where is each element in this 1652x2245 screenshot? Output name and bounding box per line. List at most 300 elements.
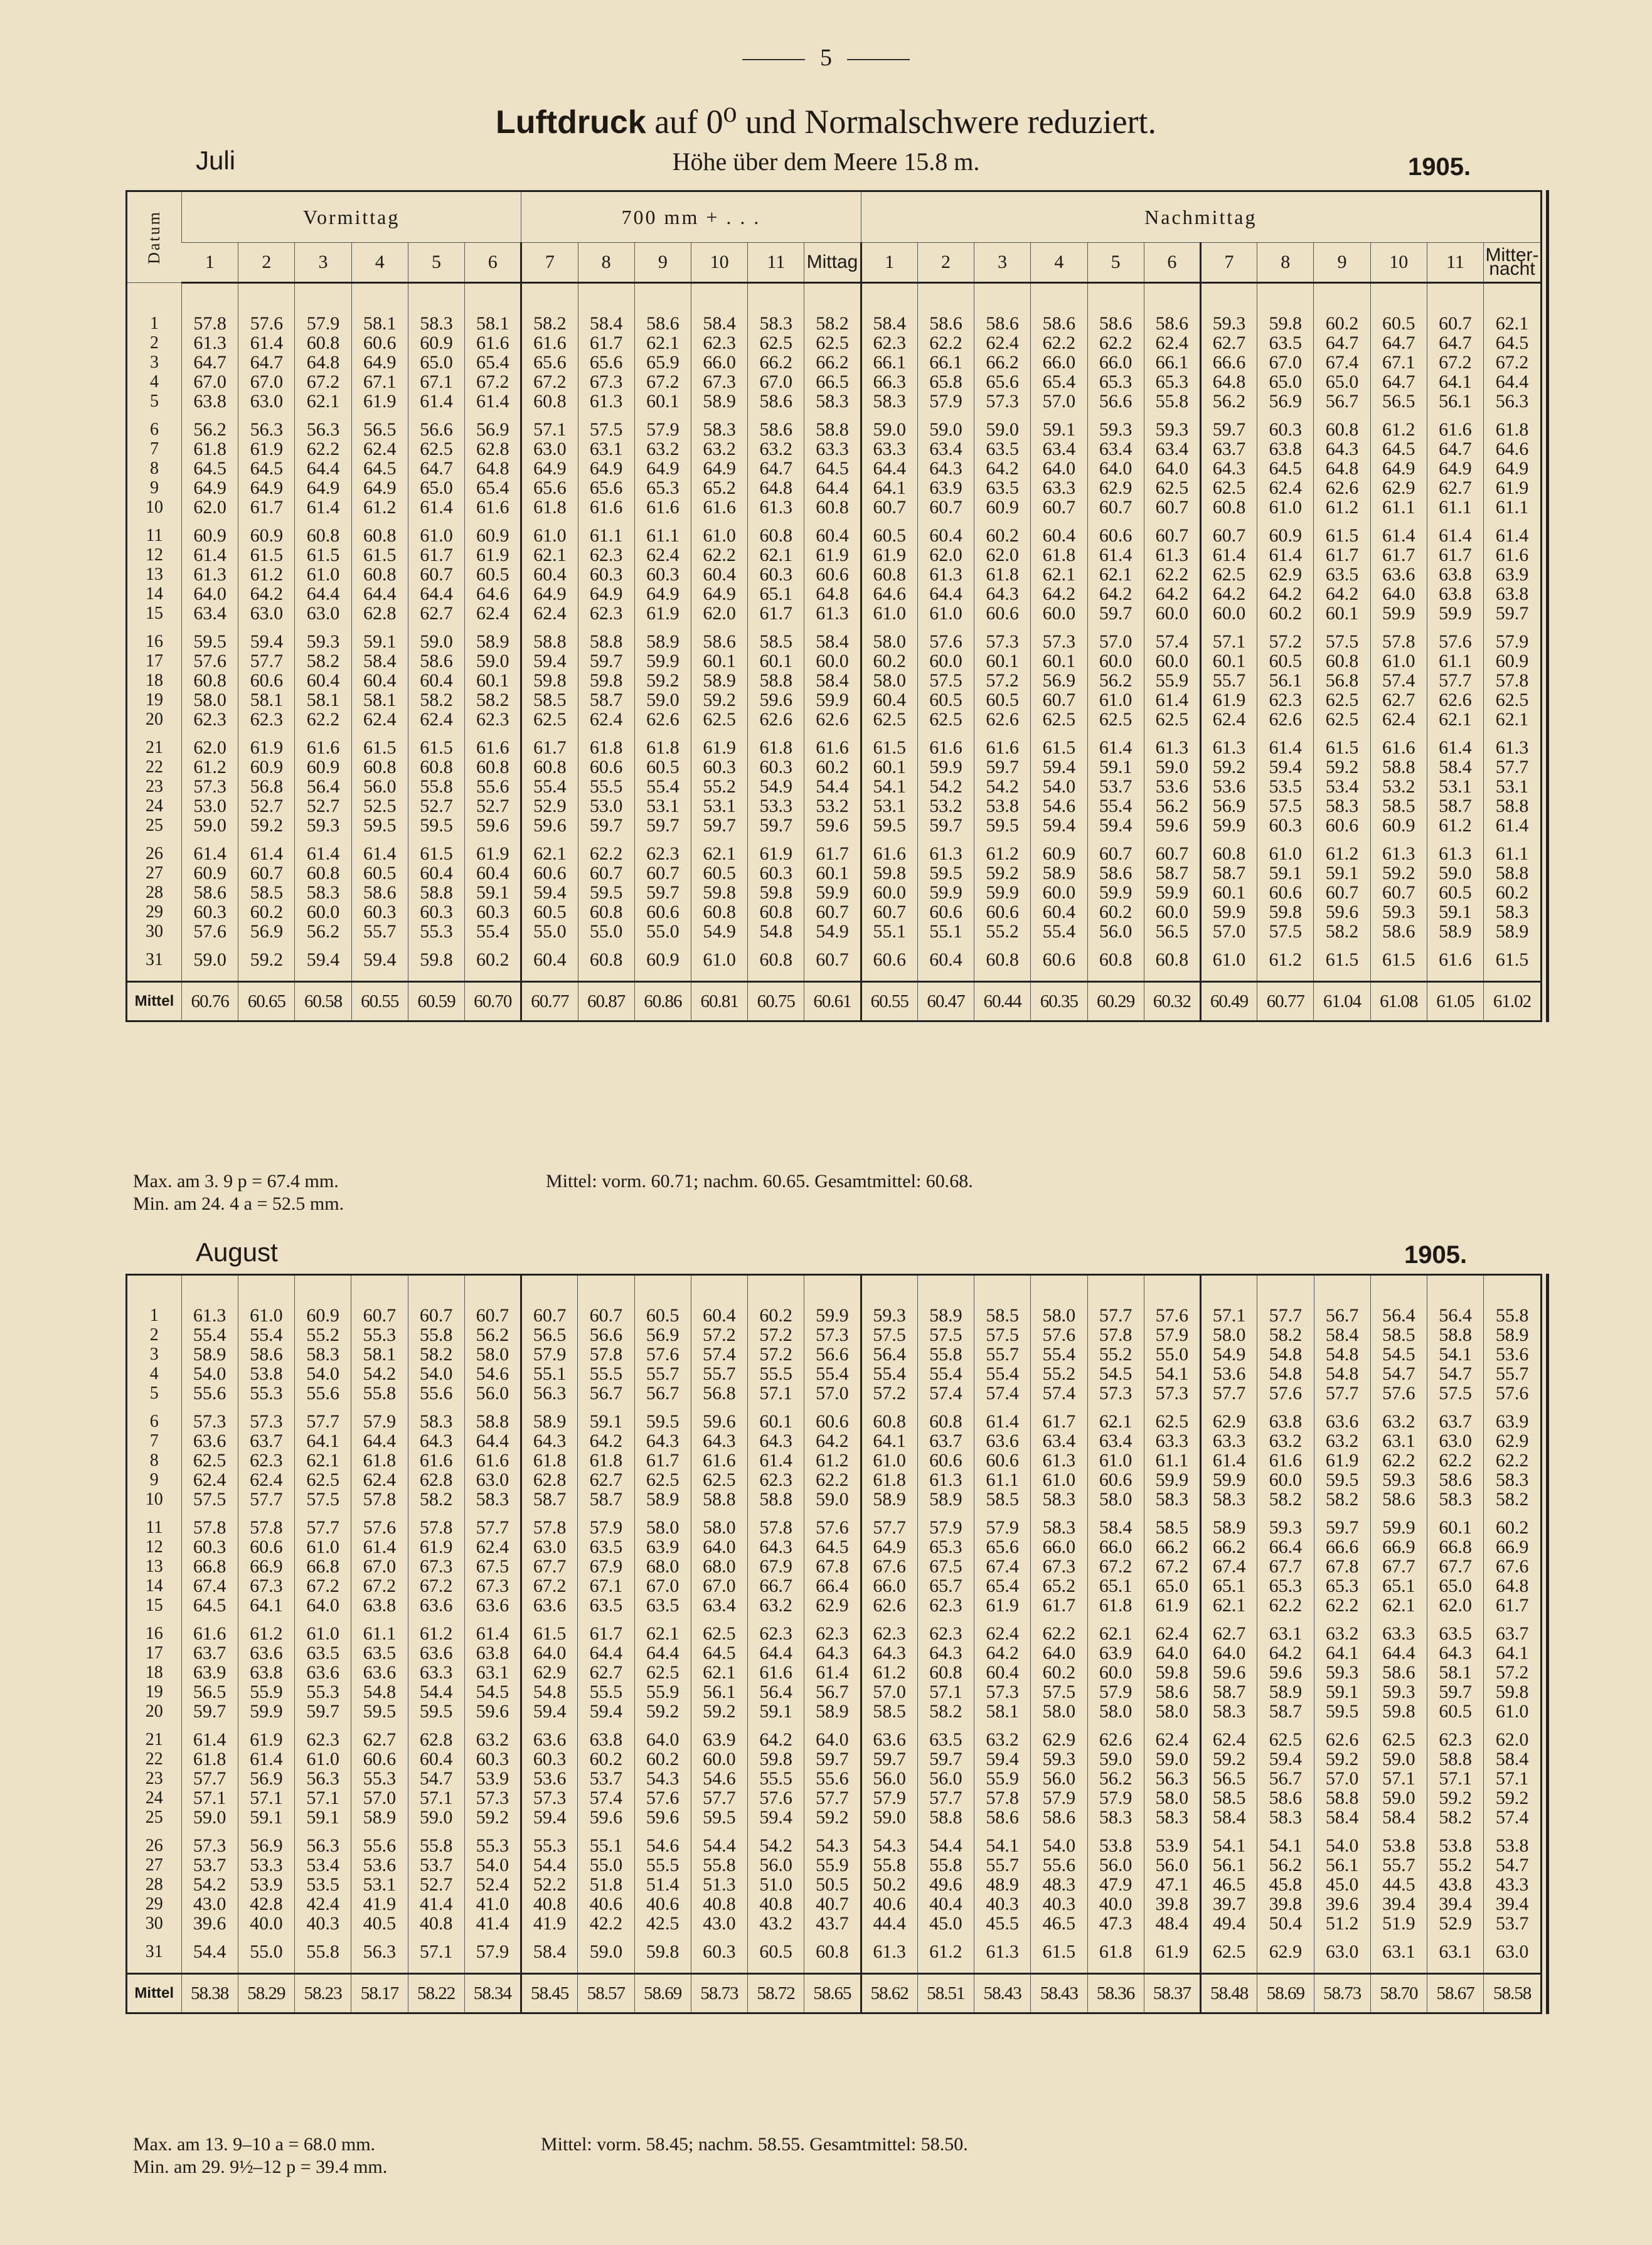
pressure-cell: 56.7 xyxy=(1257,1769,1314,1788)
pressure-cell: 62.9 xyxy=(1257,565,1314,584)
pressure-cell: 55.9 xyxy=(974,1769,1031,1788)
pressure-cell: 60.2 xyxy=(804,757,861,777)
pressure-cell: 61.8 xyxy=(1484,420,1540,439)
pressure-cell: 62.3 xyxy=(238,1451,294,1470)
pressure-cell: 55.8 xyxy=(408,1836,464,1855)
pressure-cell: 58.8 xyxy=(1427,1749,1484,1769)
pressure-cell: 56.8 xyxy=(238,777,295,796)
pressure-cell: 59.9 xyxy=(1087,883,1144,902)
pressure-cell: 57.6 xyxy=(238,314,295,333)
pressure-cell: 61.5 xyxy=(861,738,917,757)
pressure-cell: 65.0 xyxy=(1314,372,1370,392)
pressure-cell: 55.2 xyxy=(1427,1855,1484,1875)
pressure-cell: 58.3 xyxy=(1144,1808,1200,1827)
pressure-cell: 56.9 xyxy=(238,922,295,941)
pressure-cell: 63.8 xyxy=(182,392,238,411)
pressure-cell: 58.8 xyxy=(804,420,861,439)
pressure-cell: 57.8 xyxy=(1087,1325,1144,1345)
pressure-cell: 59.4 xyxy=(974,1749,1031,1769)
pressure-cell: 59.7 xyxy=(1200,420,1257,439)
pressure-cell: 64.4 xyxy=(578,1643,634,1663)
pressure-cell: 64.2 xyxy=(748,1730,804,1749)
pressure-cell: 59.2 xyxy=(634,1702,691,1721)
pressure-cell: 59.9 xyxy=(917,883,974,902)
pressure-cell: 55.2 xyxy=(974,922,1031,941)
pressure-cell: 63.5 xyxy=(578,1537,634,1557)
pressure-cell: 57.9 xyxy=(974,1518,1031,1537)
pressure-cell: 52.5 xyxy=(351,796,408,816)
pressure-cell: 55.5 xyxy=(748,1364,804,1384)
pressure-cell: 64.0 xyxy=(1144,1643,1200,1663)
pressure-cell: 64.0 xyxy=(1201,1643,1257,1663)
pressure-cell: 63.5 xyxy=(974,478,1031,498)
pressure-cell: 60.8 xyxy=(748,950,804,969)
pressure-cell: 47.3 xyxy=(1087,1914,1144,1933)
pressure-cell: 65.8 xyxy=(917,372,974,392)
pressure-cell: 57.6 xyxy=(182,651,238,671)
pressure-cell: 59.4 xyxy=(1031,757,1087,777)
pressure-cell: 59.2 xyxy=(804,1808,861,1827)
pressure-cell: 61.3 xyxy=(1144,545,1200,565)
pressure-cell: 54.1 xyxy=(1201,1836,1257,1855)
pressure-cell: 62.6 xyxy=(634,710,691,729)
pressure-cell: 60.5 xyxy=(1427,883,1483,902)
mittel-cell: 60.87 xyxy=(578,982,634,1021)
pressure-cell: 60.6 xyxy=(974,1451,1031,1470)
pressure-cell: 42.2 xyxy=(578,1914,634,1933)
pressure-cell: 65.4 xyxy=(1031,372,1087,392)
pressure-cell: 55.4 xyxy=(861,1364,917,1384)
pressure-cell: 63.5 xyxy=(917,1730,974,1749)
pressure-cell: 61.6 xyxy=(521,333,578,353)
pressure-cell: 64.3 xyxy=(408,1431,464,1451)
day-cell: 24 xyxy=(145,1788,163,1808)
day-cell: 28 xyxy=(146,883,163,902)
pressure-cell: 63.1 xyxy=(1370,1942,1427,1961)
pressure-cell: 58.8 xyxy=(1484,796,1540,816)
pressure-cell: 57.5 xyxy=(1031,1682,1087,1702)
pressure-cell: 60.5 xyxy=(521,902,578,922)
pressure-cell: 56.1 xyxy=(1201,1855,1257,1875)
pressure-cell: 62.4 xyxy=(1144,1624,1200,1643)
pressure-cell: 58.7 xyxy=(1144,863,1200,883)
pressure-cell: 62.4 xyxy=(1200,710,1257,729)
hour-header: 10 xyxy=(691,243,747,283)
pressure-cell: 55.0 xyxy=(578,1855,634,1875)
pressure-cell: 61.6 xyxy=(1370,738,1427,757)
day-cell: 20 xyxy=(145,1702,163,1721)
pressure-cell: 62.2 xyxy=(1031,333,1087,353)
pressure-cell: 63.1 xyxy=(578,439,634,459)
pressure-cell: 58.8 xyxy=(748,671,804,690)
pressure-cell: 60.0 xyxy=(295,902,351,922)
pressure-cell: 45.0 xyxy=(1314,1875,1370,1894)
pressure-cell: 64.2 xyxy=(1257,584,1314,604)
pressure-cell: 60.8 xyxy=(861,1412,917,1431)
pressure-cell: 58.4 xyxy=(521,1942,578,1961)
pressure-cell: 61.3 xyxy=(1484,738,1540,757)
mittel-cell: 58.73 xyxy=(691,1974,747,2013)
pressure-cell: 61.6 xyxy=(181,1624,238,1643)
pressure-cell: 63.0 xyxy=(1427,1431,1484,1451)
pressure-cell: 64.5 xyxy=(238,459,295,478)
pressure-cell: 62.5 xyxy=(1144,1412,1200,1431)
pressure-cell: 58.0 xyxy=(1201,1325,1257,1345)
pressure-cell: 59.7 xyxy=(917,1749,974,1769)
pressure-cell: 58.2 xyxy=(917,1702,974,1721)
pressure-cell: 60.3 xyxy=(691,1942,747,1961)
pressure-cell: 61.0 xyxy=(861,1451,917,1470)
pressure-cell: 62.0 xyxy=(182,498,238,517)
table-row xyxy=(127,1325,1540,1345)
table-row xyxy=(127,372,1540,392)
pressure-cell: 63.9 xyxy=(181,1663,238,1682)
pressure-cell: 63.0 xyxy=(238,392,295,411)
pressure-cell: 61.3 xyxy=(1427,844,1483,863)
pressure-cell: 62.5 xyxy=(1087,710,1144,729)
pressure-cell: 60.3 xyxy=(351,902,408,922)
pressure-cell: 62.5 xyxy=(1484,690,1540,710)
pressure-cell: 60.1 xyxy=(1200,883,1257,902)
pressure-cell: 60.8 xyxy=(578,950,634,969)
datum-header: Datum xyxy=(127,192,182,283)
pressure-cell: 64.9 xyxy=(521,584,578,604)
pressure-cell: 57.4 xyxy=(1031,1384,1087,1403)
pressure-cell: 60.0 xyxy=(1144,651,1200,671)
pressure-cell: 55.5 xyxy=(578,1682,634,1702)
pressure-cell: 60.6 xyxy=(1087,1470,1144,1490)
pressure-cell: 63.9 xyxy=(634,1537,691,1557)
pressure-cell: 62.9 xyxy=(521,1663,578,1682)
pressure-cell: 59.1 xyxy=(1087,757,1144,777)
pressure-cell: 40.8 xyxy=(408,1914,464,1933)
pressure-cell: 60.9 xyxy=(295,757,351,777)
pressure-cell: 57.6 xyxy=(1427,632,1483,651)
day-cell: 1 xyxy=(150,314,159,333)
pressure-cell: 52.9 xyxy=(521,796,578,816)
day-cell: 11 xyxy=(146,1518,163,1537)
august-extremes xyxy=(133,2133,387,2178)
pressure-cell: 61.7 xyxy=(1314,545,1370,565)
pressure-cell: 61.2 xyxy=(238,565,295,584)
pressure-cell: 59.2 xyxy=(464,1808,521,1827)
pressure-cell: 61.7 xyxy=(521,738,578,757)
pressure-cell: 57.5 xyxy=(1257,922,1314,941)
pressure-cell: 61.1 xyxy=(634,526,691,545)
pressure-cell: 59.0 xyxy=(578,1942,634,1961)
pressure-cell: 58.3 xyxy=(408,1412,464,1431)
pressure-cell: 64.4 xyxy=(1370,1643,1427,1663)
pressure-cell: 62.1 xyxy=(1484,314,1540,333)
pressure-cell: 62.5 xyxy=(1031,710,1087,729)
pressure-cell: 60.8 xyxy=(691,902,747,922)
pressure-cell: 57.0 xyxy=(1031,392,1087,411)
hour-header: 3 xyxy=(295,243,351,283)
table-row xyxy=(127,1914,1540,1933)
pressure-cell: 59.2 xyxy=(1427,1788,1484,1808)
hour-header: Mittag xyxy=(804,243,861,283)
pressure-cell: 64.7 xyxy=(408,459,464,478)
pressure-cell: 55.4 xyxy=(1031,922,1087,941)
pressure-cell: 60.0 xyxy=(1144,604,1200,623)
pressure-cell: 63.8 xyxy=(464,1643,521,1663)
pressure-cell: 60.7 xyxy=(238,863,295,883)
pressure-cell: 66.2 xyxy=(748,353,804,372)
pressure-cell: 43.0 xyxy=(181,1894,238,1914)
hour-header: 11 xyxy=(748,243,804,283)
pressure-cell: 60.8 xyxy=(351,565,408,584)
pressure-cell: 63.9 xyxy=(1087,1643,1144,1663)
pressure-cell: 60.0 xyxy=(917,651,974,671)
pressure-cell: 61.0 xyxy=(1087,690,1144,710)
pressure-cell: 57.1 xyxy=(917,1682,974,1702)
pressure-cell: 64.9 xyxy=(351,478,408,498)
pressure-cell: 64.0 xyxy=(1087,459,1144,478)
pressure-cell: 61.0 xyxy=(1200,950,1257,969)
pressure-cell: 64.6 xyxy=(861,584,917,604)
pressure-cell: 62.5 xyxy=(861,710,917,729)
pressure-cell: 58.3 xyxy=(1201,1490,1257,1509)
pressure-cell: 59.5 xyxy=(634,1412,691,1431)
pressure-cell: 64.7 xyxy=(182,353,238,372)
pressure-cell: 57.7 xyxy=(1484,757,1540,777)
pressure-cell: 60.6 xyxy=(351,333,408,353)
table-row xyxy=(127,1894,1540,1914)
pressure-cell: 56.1 xyxy=(1427,392,1483,411)
pressure-cell: 63.4 xyxy=(1031,439,1087,459)
pressure-cell: 61.1 xyxy=(1370,498,1427,517)
pressure-cell: 61.0 xyxy=(1087,1451,1144,1470)
mittel-cell: 61.05 xyxy=(1427,982,1483,1021)
pressure-cell: 62.9 xyxy=(1031,1730,1087,1749)
pressure-cell: 60.8 xyxy=(861,565,917,584)
pressure-cell: 61.6 xyxy=(1257,1451,1314,1470)
pressure-cell: 60.9 xyxy=(634,950,691,969)
pressure-cell: 57.5 xyxy=(578,420,634,439)
day-cell: 5 xyxy=(150,392,159,411)
pressure-cell: 59.8 xyxy=(691,883,747,902)
pressure-cell: 58.4 xyxy=(1370,1808,1427,1827)
pressure-cell: 59.3 xyxy=(1370,1470,1427,1490)
pressure-cell: 56.0 xyxy=(1087,1855,1144,1875)
pressure-cell: 63.0 xyxy=(521,1537,578,1557)
pressure-cell: 60.2 xyxy=(748,1306,804,1325)
pressure-cell: 58.8 xyxy=(917,1808,974,1827)
pressure-cell: 54.1 xyxy=(1427,1345,1484,1364)
pressure-cell: 62.3 xyxy=(861,1624,917,1643)
pressure-cell: 39.4 xyxy=(1370,1894,1427,1914)
pressure-cell: 59.7 xyxy=(974,757,1031,777)
pressure-cell: 58.5 xyxy=(748,632,804,651)
day-cell: 11 xyxy=(146,526,163,545)
pressure-cell: 67.4 xyxy=(1314,353,1370,372)
pressure-cell: 55.3 xyxy=(521,1836,578,1855)
pressure-cell: 57.7 xyxy=(861,1518,917,1537)
pressure-cell: 59.0 xyxy=(1144,1749,1200,1769)
pressure-cell: 53.7 xyxy=(408,1855,464,1875)
pressure-cell: 63.6 xyxy=(181,1431,238,1451)
pressure-cell: 59.2 xyxy=(1200,757,1257,777)
pressure-cell: 56.9 xyxy=(238,1769,294,1788)
pressure-cell: 59.3 xyxy=(1031,1749,1087,1769)
pressure-cell: 57.7 xyxy=(691,1788,747,1808)
pressure-cell: 63.4 xyxy=(1144,439,1200,459)
hour-header: 3 xyxy=(974,243,1031,283)
pressure-cell: 56.9 xyxy=(465,420,521,439)
table-row xyxy=(127,1836,1540,1855)
pressure-cell: 60.6 xyxy=(804,1412,861,1431)
pressure-cell: 64.0 xyxy=(182,584,238,604)
pressure-cell: 57.8 xyxy=(1484,671,1540,690)
pressure-cell: 58.9 xyxy=(1257,1682,1314,1702)
title-rest: auf 0⁰ und Normalschwere reduziert. xyxy=(654,103,1157,141)
pressure-cell: 65.4 xyxy=(465,353,521,372)
pressure-cell: 59.8 xyxy=(1257,902,1314,922)
pressure-cell: 55.8 xyxy=(691,1855,747,1875)
pressure-cell: 58.2 xyxy=(408,1490,464,1509)
pressure-cell: 58.6 xyxy=(691,632,747,651)
mittel-cell: 58.65 xyxy=(804,1974,861,2013)
pressure-cell: 58.3 xyxy=(1257,1808,1314,1827)
pressure-cell: 63.2 xyxy=(634,439,691,459)
pressure-cell: 61.9 xyxy=(465,844,521,863)
pressure-cell: 61.5 xyxy=(521,1624,578,1643)
pressure-cell: 59.1 xyxy=(1314,863,1370,883)
pressure-cell: 39.8 xyxy=(1257,1894,1314,1914)
pressure-cell: 57.8 xyxy=(521,1518,578,1537)
pressure-cell: 41.9 xyxy=(351,1894,408,1914)
pressure-cell: 53.7 xyxy=(181,1855,238,1875)
pressure-cell: 60.5 xyxy=(351,863,408,883)
pressure-cell: 63.1 xyxy=(1427,1942,1484,1961)
pressure-cell: 59.8 xyxy=(861,863,917,883)
pressure-cell: 61.6 xyxy=(691,498,747,517)
pressure-cell: 56.2 xyxy=(1200,392,1257,411)
pressure-cell: 58.5 xyxy=(521,690,578,710)
pressure-cell: 60.1 xyxy=(1314,604,1370,623)
pressure-cell: 59.7 xyxy=(634,883,691,902)
pressure-cell: 61.7 xyxy=(1031,1412,1087,1431)
pressure-cell: 63.2 xyxy=(748,1596,804,1615)
pressure-cell: 54.8 xyxy=(1257,1345,1314,1364)
table-row xyxy=(127,738,1540,757)
pressure-cell: 63.2 xyxy=(974,1730,1031,1749)
table-row xyxy=(127,1788,1540,1808)
pressure-cell: 59.2 xyxy=(634,671,691,690)
pressure-cell: 58.9 xyxy=(1484,922,1540,941)
pressure-cell: 60.8 xyxy=(521,757,578,777)
table-row xyxy=(127,1490,1540,1509)
pressure-cell: 59.4 xyxy=(521,1808,578,1827)
pressure-cell: 62.0 xyxy=(974,545,1031,565)
pressure-cell: 61.6 xyxy=(748,1663,804,1682)
pressure-cell: 56.3 xyxy=(295,1769,351,1788)
pressure-cell: 59.2 xyxy=(1314,757,1370,777)
pressure-cell: 63.3 xyxy=(804,439,861,459)
mittel-cell: 60.76 xyxy=(182,982,238,1021)
pressure-cell: 64.9 xyxy=(861,1537,917,1557)
pressure-cell: 61.8 xyxy=(182,439,238,459)
mittel-cell: 58.37 xyxy=(1144,1974,1200,2013)
pressure-cell: 59.1 xyxy=(1314,1682,1370,1702)
pressure-cell: 53.5 xyxy=(1257,777,1314,796)
pressure-cell: 65.3 xyxy=(1257,1576,1314,1596)
pressure-cell: 66.2 xyxy=(974,353,1031,372)
pressure-cell: 64.9 xyxy=(691,584,747,604)
pressure-cell: 63.0 xyxy=(1314,1942,1370,1961)
pressure-cell: 57.6 xyxy=(917,632,974,651)
pressure-cell: 62.2 xyxy=(295,439,351,459)
mittel-cell: 60.49 xyxy=(1200,982,1257,1021)
pressure-cell: 62.3 xyxy=(634,844,691,863)
pressure-cell: 55.0 xyxy=(521,922,578,941)
pressure-cell: 57.6 xyxy=(351,1518,408,1537)
pressure-cell: 65.2 xyxy=(1031,1576,1087,1596)
july-table xyxy=(125,190,1542,1022)
pressure-cell: 64.9 xyxy=(691,459,747,478)
table-row xyxy=(127,757,1540,777)
table-row xyxy=(127,420,1540,439)
pressure-cell: 62.8 xyxy=(408,1470,464,1490)
pressure-cell: 61.4 xyxy=(1484,816,1540,835)
pressure-cell: 67.3 xyxy=(691,372,747,392)
pressure-cell: 59.0 xyxy=(181,1808,238,1827)
pressure-cell: 39.7 xyxy=(1201,1894,1257,1914)
pressure-cell: 42.5 xyxy=(634,1914,691,1933)
pressure-cell: 40.3 xyxy=(1031,1894,1087,1914)
pressure-cell: 53.8 xyxy=(1370,1836,1427,1855)
pressure-cell: 61.5 xyxy=(1314,738,1370,757)
pressure-cell: 55.4 xyxy=(238,1325,294,1345)
pressure-cell: 58.6 xyxy=(1370,922,1427,941)
pressure-cell: 59.8 xyxy=(578,671,634,690)
day-cell: 21 xyxy=(146,738,163,757)
pressure-cell: 64.3 xyxy=(861,1643,917,1663)
pressure-cell: 55.1 xyxy=(861,922,917,941)
pressure-cell: 60.7 xyxy=(1427,314,1483,333)
pressure-cell: 64.1 xyxy=(295,1431,351,1451)
pressure-cell: 67.2 xyxy=(1144,1557,1200,1576)
pressure-cell: 60.2 xyxy=(578,1749,634,1769)
pressure-cell: 54.3 xyxy=(634,1769,691,1788)
table-row xyxy=(127,565,1540,584)
pressure-cell: 62.5 xyxy=(748,333,804,353)
pressure-cell: 59.7 xyxy=(1314,1518,1370,1537)
pressure-cell: 57.8 xyxy=(408,1518,464,1537)
pressure-cell: 58.9 xyxy=(634,1490,691,1509)
pressure-cell: 57.9 xyxy=(1484,632,1540,651)
table-row xyxy=(127,651,1540,671)
pressure-cell: 63.8 xyxy=(1427,565,1483,584)
pressure-cell: 40.6 xyxy=(861,1894,917,1914)
pressure-cell: 61.4 xyxy=(1200,545,1257,565)
pressure-cell: 53.9 xyxy=(238,1875,294,1894)
page-title xyxy=(0,102,1652,141)
pressure-cell: 52.7 xyxy=(465,796,521,816)
pressure-cell: 62.1 xyxy=(634,333,691,353)
pressure-cell: 61.9 xyxy=(351,392,408,411)
pressure-cell: 59.4 xyxy=(521,883,578,902)
pressure-cell: 66.9 xyxy=(238,1557,294,1576)
pressure-cell: 66.0 xyxy=(1031,353,1087,372)
pressure-cell: 64.1 xyxy=(1427,372,1483,392)
pressure-cell: 59.6 xyxy=(1314,902,1370,922)
pressure-cell: 53.8 xyxy=(974,796,1031,816)
pressure-cell: 54.0 xyxy=(295,1364,351,1384)
day-cell: 20 xyxy=(146,710,163,729)
table-row xyxy=(127,1682,1540,1702)
pressure-cell: 55.2 xyxy=(295,1325,351,1345)
